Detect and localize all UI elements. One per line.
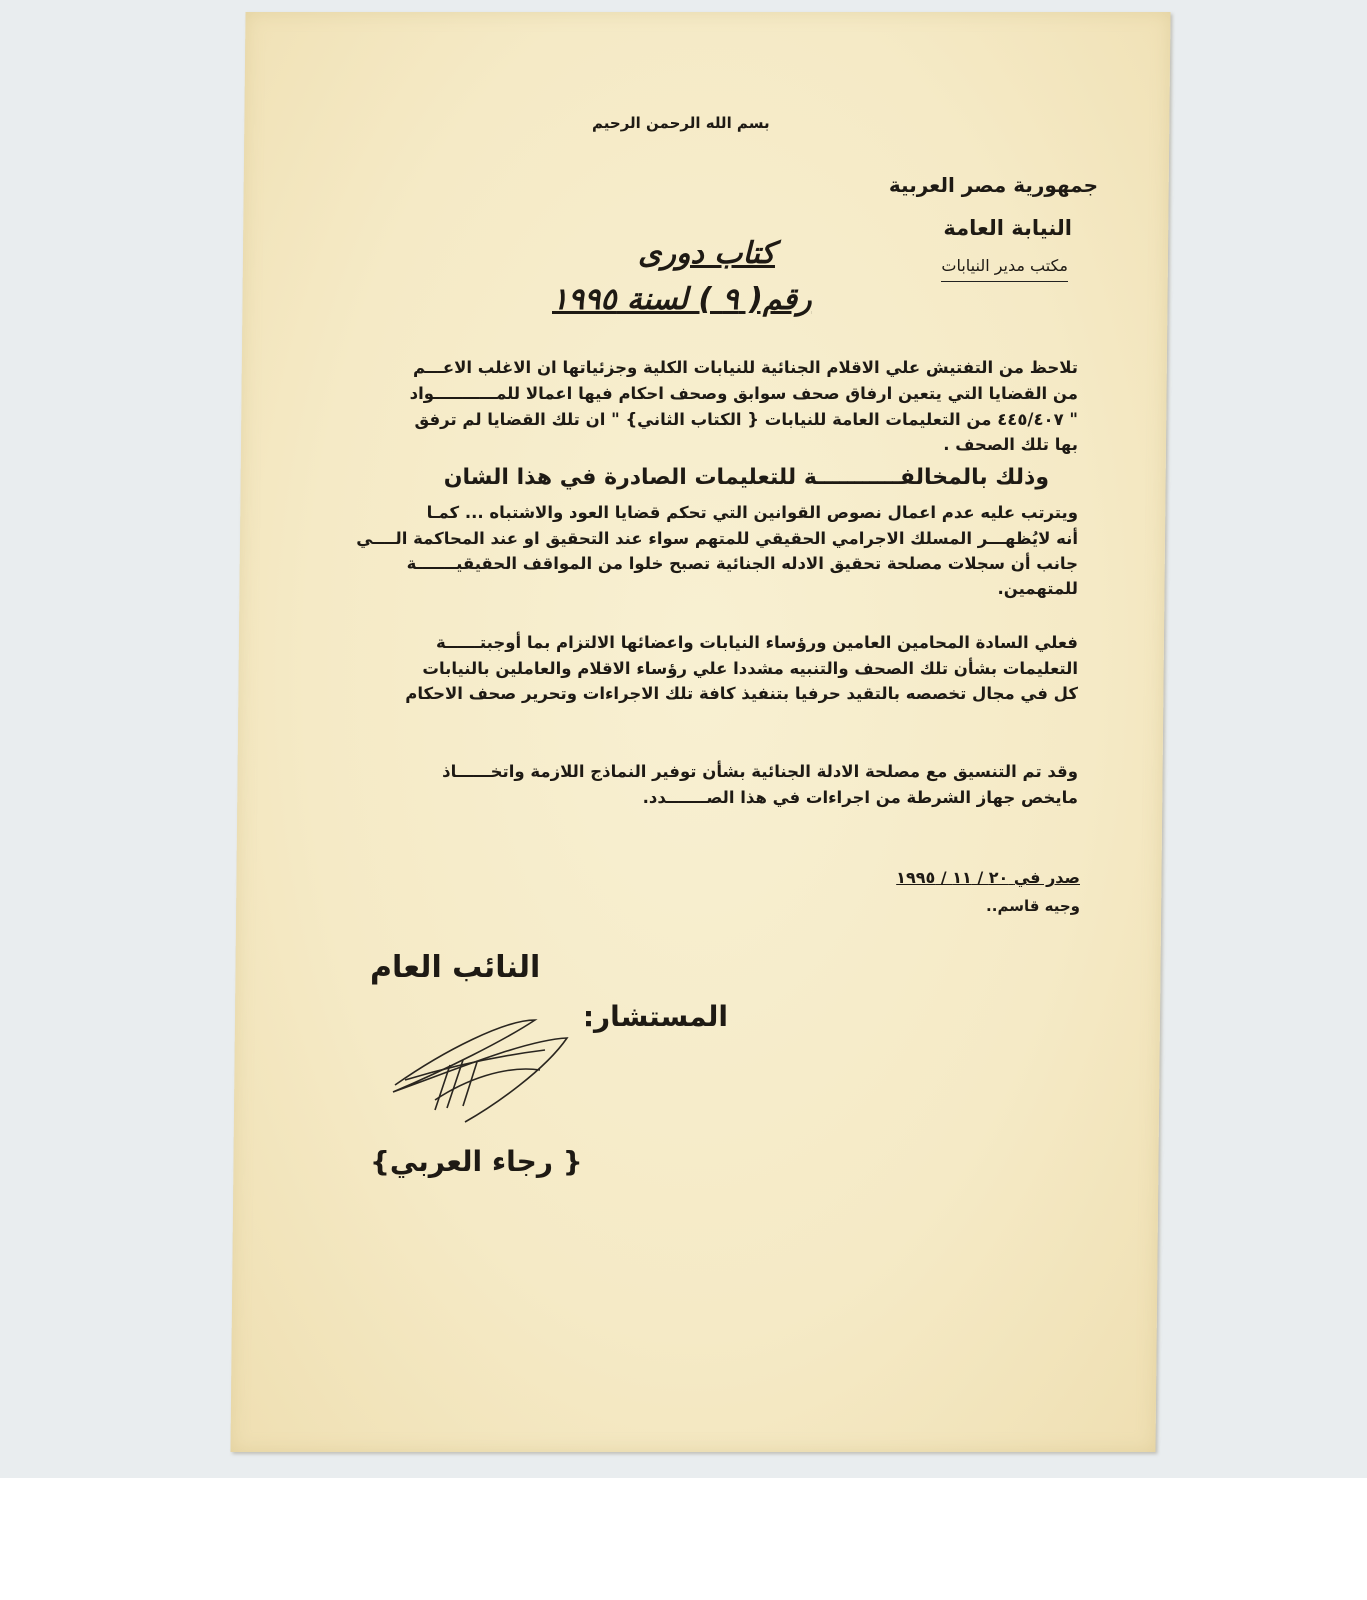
paragraph-line: كل في مجال تخصصه بالتقيد حرفيا بتنفيذ كافة تلك الاجراءات وتحرير صحف الاحكام [405,684,1078,703]
signatory-name: { رجاء العربي} [370,1145,583,1178]
paragraph-line: للمتهمين. [997,579,1078,598]
header-country: جمهورية مصر العربية [888,173,1098,197]
document-number: رقم( ٩ ) لسنة ١٩٩٥ [552,282,812,317]
header-office: مكتب مدير النيابات [941,256,1068,282]
signatory-rank: المستشار: [582,1000,728,1033]
paragraph-line: أنه لايُظهـــر المسلك الاجرامي الحقيقي للمتهم سواء عند التحقيق او عند المحاكمة الــــي [356,529,1078,548]
paragraph-line: جانب أن سجلات مصلحة تحقيق الادله الجنائية تصبح خلوا من المواقف الحقيقيـــــــة [406,554,1078,573]
paragraph-line: التعليمات بشأن تلك الصحف والتنبيه مشددا علي رؤساء الاقلام والعاملين بالنيابات [422,659,1078,678]
basmala: بسم الله الرحمن الرحيم [592,114,770,132]
paragraph-line: تلاحظ من التفتيش علي الاقلام الجنائية للنيابات الكلية وجزئياتها ان الاغلب الاعـــم [412,358,1078,377]
handwritten-signature [385,1010,575,1130]
paragraph-line: من القضايا التي يتعين ارفاق صحف سوابق وصحف احكام فيها اعمالا للمـــــــــــواد [409,384,1078,403]
header-authority: النيابة العامة [943,216,1072,240]
section-heading: وذلك بالمخالفـــــــــــة للتعليمات الصادرة في هذا الشان [443,465,1049,490]
document-title: كتاب دورى [638,236,775,271]
paragraph-line: مايخص جهاز الشرطة من اجراءات في هذا الصـــــــدد. [642,788,1078,807]
signatory-title: النائب العام [370,950,541,985]
issued-date: ٢٠ / ١١ / ١٩٩٥ [896,868,1009,887]
issued-label: صدر في [1013,868,1080,887]
issue-date [896,868,1080,887]
paragraph-line: " ٤٤٥/٤٠٧ من التعليمات العامة للنيابات { الكتاب الثاني} " ان تلك القضايا لم ترفق [414,410,1078,429]
paragraph-line: بها تلك الصحف . [943,435,1078,454]
typist-name: وجيه قاسم.. [986,897,1080,915]
paragraph-line: فعلي السادة المحامين العامين ورؤساء النيابات واعضائها الالتزام بما أوجبتــــــة [436,633,1078,652]
paragraph-line: ويترتب عليه عدم اعمال نصوص القوانين التي تحكم قضايا العود والاشتباه ... كمـا [426,503,1078,522]
paragraph-line: وقد تم التنسيق مع مصلحة الادلة الجنائية بشأن توفير النماذج اللازمة واتخــــــاذ [442,762,1078,781]
